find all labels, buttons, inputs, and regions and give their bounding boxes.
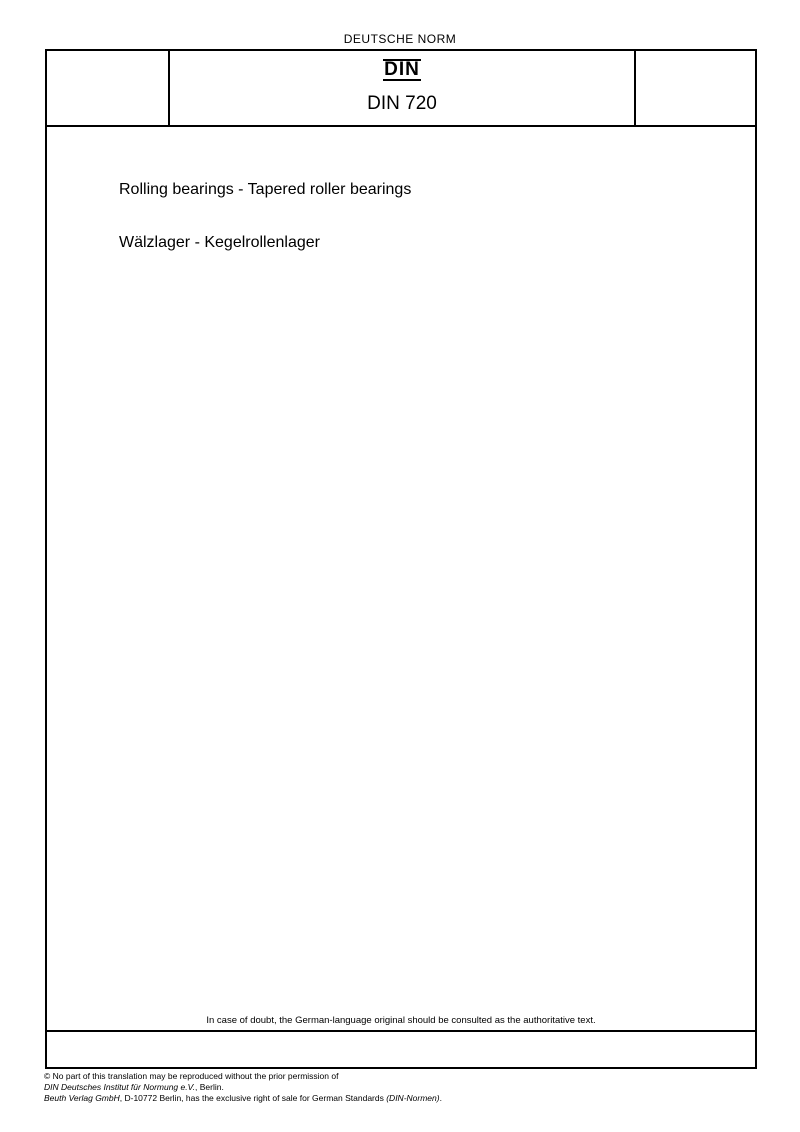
header-cell-right [636,51,755,125]
footer-line-2-rest: , Berlin. [195,1082,224,1092]
footer-line-3 [44,1093,442,1104]
standard-number: DIN 720 [367,93,437,114]
footer-line-3-end: . [439,1093,442,1103]
header-cell-center [170,51,636,125]
footer-din-institute: DIN Deutsches Institut für Normung e.V. [44,1082,196,1092]
header-cell-left [47,51,170,125]
footer-line-2 [44,1082,442,1093]
din-logo [170,59,634,81]
footer-line-1: © No part of this translation may be reproduced without the prior permission of [44,1071,339,1081]
title-german: Wälzlager - Kegelrollenlager [119,234,320,251]
authoritative-text-note: In case of doubt, the German-language original should be consulted as the authoritative text. [206,1015,596,1026]
footer-beuth-verlag: Beuth Verlag GmbH [44,1093,120,1103]
din-logo-text: DIN [384,59,420,80]
footer-din-normen: (DIN-Normen) [386,1093,440,1103]
page-frame [45,49,757,1069]
bottom-row [47,1030,755,1069]
footer-line-3-middle: , D-10772 Berlin, has the exclusive right of sale for German Standards [119,1093,387,1103]
header-label: DEUTSCHE NORM [343,32,457,46]
header-row [47,51,755,127]
title-english: Rolling bearings - Tapered roller bearings [119,181,412,198]
copyright-footer [44,1071,442,1104]
